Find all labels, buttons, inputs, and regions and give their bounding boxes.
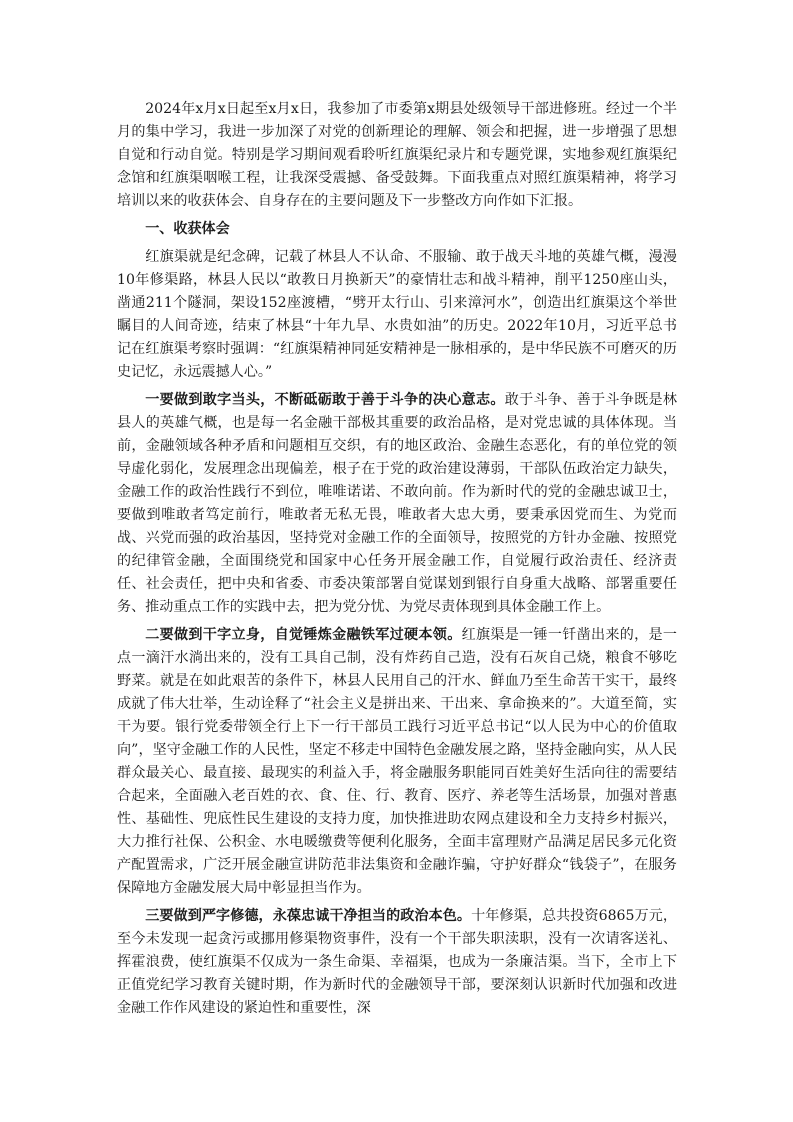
point1-lead: 一要做到敢字当头，不断砥砺敢于善于斗争的决心意志。 [145,392,505,408]
point3-paragraph [117,905,677,1020]
intro-paragraph: 2024年x月x日起至x月x日，我参加了市委第x期县处级领导干部进修班。经过一个半月的集中学习，我进一步加深了对党的创新理论的理解、领会和把握，进一步增强了思想自觉和行动自觉。特别是学习期间观看聆听红旗渠纪录片和专题党课，实地参观红旗渠纪念馆和红旗渠咽喉工程，让我深受震撼、备受鼓舞。下面我重点对照红旗渠精神，将学习培训以来的收获体会、自身存在的主要问题及下一步整改方向作如下汇报。 [117,101,677,209]
point1-body: 敢于斗争、善于斗争既是林县人的英雄气概，也是每一名金融干部极其重要的政治品格，是对党忠诚的具体体现。当前，金融领域各种矛盾和问题相互交织，有的地区政治、金融生态恶化，有的单位党的领导虚化弱化，发展理念出现偏差，根子在于党的政治建设薄弱，干部队伍政治定力缺失，金融工作的政治性践行不到位，唯唯诺诺、不敢向前。作为新时代的党的金融忠诚卫士，要做到唯敢者笃定前行，唯敢者无私无畏，唯敢者大忠大勇，要秉承因党而生、为党而战、兴党而强的政治基因，坚持党对金融工作的全面领导，按照党的方针办金融、按照党的纪律管金融，全面围绕党和国家中心任务开展金融工作，自觉履行政治责任、经济责任、社会责任，把中央和省委、市委决策部署自觉谋划到银行自身重大战略、部署重要任务、推动重点工作的实践中去，把为党分忧、为党尽责体现到具体金融工作上。 [117,392,678,615]
point2-body: 红旗渠是一锤一钎凿出来的，是一点一滴汗水淌出来的，没有工具自己制，没有炸药自己造，没有石灰自己烧，粮食不够吃野菜。就是在如此艰苦的条件下，林县人民用自己的汗水、鲜血乃至生命苦干实干，最终成就了伟大壮举，生动诠释了“社会主义是拼出来、干出来、拿命换来的”。大道至简，实干为要。银行党委带领全行上下一行干部员工践行习近平总书记“以人民为中心的价值取向”，坚守金融工作的人民性，坚定不移走中国特色金融发展之路，坚持金融向实，从人民群众最关心、最直接、最现实的利益入手，将金融服务职能同百姓美好生活向往的需要结合起来，全面融入老百姓的衣、食、住、行、教育、医疗、养老等生活场景，加强对普惠性、基础性、兜底性民生建设的支持力度，加快推进助农网点建设和全力支持乡村振兴，大力推行社保、公积金、水电暖缴费等便利化服务，全面丰富理财产品满足居民多元化资产配置需求，广泛开展金融宣讲防范非法集资和金融诈骗，守护好群众“钱袋子”，在服务保障地方金融发展大局中彰显担当作为。 [117,627,678,896]
point2-lead: 二要做到干字立身，自觉锤炼金融铁军过硬本领。 [145,627,462,643]
section1-paragraph: 红旗渠就是纪念碑，记载了林县人不认命、不服输、敢于战天斗地的英雄气概，漫漫10年修渠路，林县人民以“敢教日月换新天”的豪情壮志和战斗精神，削平1250座山头，凿通211个隧洞，架设152座渡槽，“劈开太行山、引来漳河水”，创造出红旗渠这个举世瞩目的人间奇迹，结束了林县“十年九旱、水贵如油”的历史。2022年10月，习近平总书记在红旗渠考察时强调：“红旗渠精神同延安精神是一脉相承的，是中华民族不可磨灭的历史记忆，永远震撼人心。” [117,249,677,380]
point3-body: 十年修渠，总共投资6865万元，至今未发现一起贪污或挪用修渠物资事件，没有一个干部失职渎职，没有一次请客送礼、挥霍浪费，使红旗渠不仅成为一条生命渠、幸福渠，也成为一条廉洁渠。当下，全市上下正值党纪学习教育关键时期，作为新时代的金融领导干部，要深刻认识新时代加强和改进金融工作作风建设的紧迫性和重要性，深 [117,908,677,1016]
point1-paragraph [117,389,677,619]
point3-lead: 三要做到严字修德，永葆忠诚干净担当的政治本色。 [145,908,472,924]
document-page [117,98,677,1025]
section-heading-gains: 一、收获体会 [145,221,230,237]
point2-paragraph [117,624,677,900]
